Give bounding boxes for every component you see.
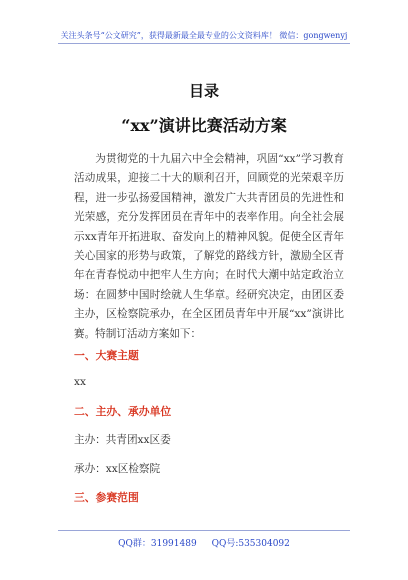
header-divider	[58, 43, 350, 44]
organizer-undertaker: 承办：xx区检察院	[74, 463, 161, 475]
footer-divider	[58, 530, 350, 531]
document-title: “xx”演讲比赛活动方案	[121, 116, 287, 135]
organizer-host: 主办：共青团xx区委	[74, 434, 171, 446]
section-heading-scope: 三、参赛范围	[74, 491, 139, 504]
section-heading-theme: 一、大赛主题	[74, 349, 139, 362]
footer-note	[0, 536, 408, 549]
intro-paragraph: 为贯彻党的十九届六中全会精神，巩固“xx”学习教育活动成果，迎接二十大的顺利召开，回顾党的光荣艰辛历程，进一步弘扬爱国精神，激发广大共青团员的先进性和光荣感，充分发挥团员在青年中的表率作用。向全社会展示xx青年开拓进取、奋发向上的精神风貌。促使全区青年关心国家的形势与政策，了解党的路线方针，激励全区青年在青春悦动中把牢人生方向；在时代大潮中站定政治立场：在圆梦中国时绘就人生华章。经研究决定，由团区委主办，区检察院承办，在全区团员青年中开展“xx”演讲比赛。特制订活动方案如下：	[74, 153, 344, 340]
footer-qq-number: QQ号:535304092	[211, 539, 290, 549]
theme-value: xx	[74, 376, 86, 388]
header-note: 关注头条号“公文研究”，获得最新最全最专业的公文资料库！ 微信：gongwenyj	[60, 31, 348, 40]
footer-qq-group: QQ群：31991489	[118, 539, 197, 549]
section-heading-organizers: 二、主办、承办单位	[74, 405, 172, 418]
toc-title: 目录	[188, 82, 219, 100]
document-body	[74, 150, 344, 344]
